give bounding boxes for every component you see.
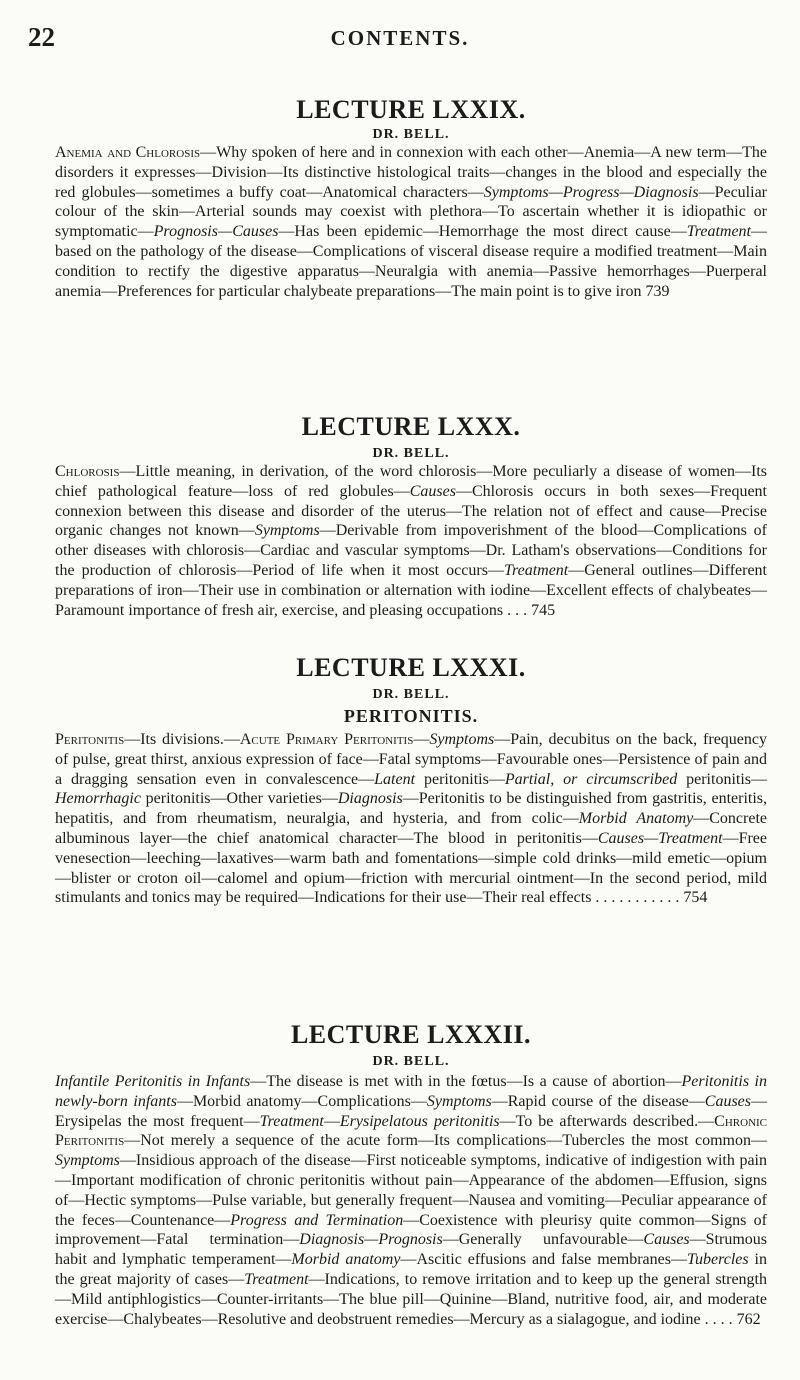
lecture-synopsis — [55, 730, 767, 908]
italic-run: Treatment — [686, 223, 751, 241]
text-run: —The disease is met with in the fœtus—Is a cause of abortion— — [250, 1073, 682, 1090]
lecturer-name: DR. BELL. — [372, 1054, 450, 1069]
italic-run: Symptoms — [426, 1092, 492, 1110]
lecture-title: LECTURE LXXXI. — [296, 653, 526, 682]
italic-run: Morbid Anatomy — [578, 810, 694, 828]
text-run: —Derivable from impoverishment of the blood—Complications of other diseases with chlorosis—Cardiac and vascular symptoms—Dr. Latham's observations—Conditions for the production of chlorosis—Period of life when it most occurs— — [55, 522, 768, 579]
italic-run: Morbid anatomy — [291, 1251, 401, 1269]
text-run: —Why spoken of here and in connexion with each other—Anemia—A new term—The disorders it expresses—Division—Its distinctive histological traits—changes in the blood and especially the red globules—sometimes a buffy coat—Anatomical characters— — [55, 144, 768, 201]
italic-run: Tubercles — [686, 1251, 749, 1269]
italic-run: Hemorrhagic — [55, 790, 141, 808]
topic-heading: Chlorosis — [55, 463, 120, 480]
text-run: —Rapid course of the disease— — [491, 1092, 705, 1110]
lecture-synopsis — [55, 143, 767, 301]
text-run: —based on the pathology of the disease—Complications of visceral disease require a modified treatment—Main condition to rectify the digestive apparatus—Neuralgia with anemia—Passive hemorrhages—Puerperal anemia—Preferences for particular chalybeate preparations—The main point is to give iron — [55, 223, 767, 300]
topic-heading: Acute Primary Peritonitis — [239, 731, 414, 748]
text-run: — — [323, 1112, 340, 1130]
italic-run: Peritonitis in newly-born infants — [55, 1073, 768, 1110]
text-run: peritonitis— — [677, 770, 768, 788]
italic-run: Causes—Treatment — [597, 829, 723, 847]
italic-run: Treatment — [244, 1270, 309, 1288]
italic-run: Infantile Peritonitis in Infants — [55, 1073, 251, 1090]
text-run: —Morbid anatomy—Complications— — [176, 1092, 427, 1110]
text-run: —Little meaning, in derivation, of the word chlorosis—More peculiarly a disease of women—Its chief pathological feature—loss of red globules— — [55, 463, 767, 500]
lecture-lxxxii — [55, 1020, 767, 1329]
text-run: —Indications, to remove irritation and to keep up the general strength—Mild antiphlogistics—Counter-irritants—The blue pill—Quinine—Bland, nutritive food, air, and moderate exercise—Chalybeates—Resolutive and deobstruent remedies—Mercury as a sialagogue, and iodine . . . . — [55, 1270, 768, 1328]
lecture-subtitle: PERITONITIS. — [343, 706, 479, 726]
lecturer-name: DR. BELL. — [372, 446, 450, 461]
italic-run: Causes — [409, 482, 456, 500]
italic-run: Symptoms—Progress—Diagnosis — [483, 183, 699, 201]
text-run: peritonitis—Other varieties— — [140, 790, 338, 808]
lecture-synopsis — [55, 462, 767, 620]
text-run: —Erysipelas the most frequent— — [55, 1092, 768, 1130]
italic-run: Treatment — [503, 561, 569, 579]
italic-run: Symptoms — [55, 1152, 120, 1170]
italic-run: Partial, or circumscribed — [504, 770, 678, 788]
italic-run: Symptoms — [254, 522, 320, 540]
text-run: —Chlorosis occurs in both sexes—Frequent connexion between this disease and disorder of the uterus—The relation not of effect and cause—Precise organic changes not known— — [55, 482, 767, 540]
text-run: —Has been epidemic—Hemorrhage the most direct cause— — [278, 223, 687, 241]
italic-run: Prognosis—Causes — [153, 223, 279, 241]
italic-run: Erysipelatous peritonitis — [339, 1112, 500, 1130]
page-reference: 739 — [645, 282, 670, 300]
lecture-lxxix — [55, 95, 767, 301]
text-run: —Its divisions.— — [124, 731, 240, 748]
italic-run: Latent — [374, 770, 416, 788]
text-run: —Coexistence with pleurisy quite common—Signs of improvement—Fatal termination— — [55, 1211, 767, 1249]
topic-heading: Chronic Peritonitis — [55, 1112, 768, 1150]
text-run: —Generally unfavourable— — [442, 1231, 644, 1249]
text-run: —Free venesection—leeching—laxatives—warm bath and fomentations—simple cold drinks—mild emetic—opium—blister or croton oil—calomel and opium—friction with mercurial ointment—In the second period, mild stimulants and tonics may be required—Indications for their use—Their real effects . . . . . . . . . . . — [55, 829, 767, 907]
topic-heading: Peritonitis — [55, 731, 125, 748]
italic-run: Treatment — [259, 1112, 324, 1130]
text-run: peritonitis— — [415, 770, 505, 788]
text-run: —To be afterwards described.— — [499, 1112, 715, 1130]
running-title: CONTENTS. — [330, 26, 470, 50]
italic-run: Symptoms — [429, 731, 495, 748]
text-run: —Not merely a sequence of the acute form—Its complications—Tubercles the most common— — [124, 1132, 767, 1150]
topic-heading: Anemia and Chlorosis — [55, 144, 201, 161]
text-run: —Peculiar colour of the skin—Arterial sounds may coexist with plethora—To ascertain whether it is idiopathic or symptomatic— — [55, 183, 767, 241]
page-reference: 754 — [683, 889, 708, 907]
italic-run: Causes — [704, 1092, 752, 1110]
italic-run: Causes — [643, 1231, 690, 1249]
page-reference: 745 — [531, 601, 556, 619]
lecture-synopsis — [55, 1072, 767, 1329]
page-number: 22 — [28, 22, 55, 52]
text-run: — — [413, 731, 430, 748]
text-run: in the great majority of cases— — [55, 1251, 767, 1288]
italic-run: Diagnosis — [337, 790, 403, 808]
italic-run: Progress and Termination — [230, 1211, 404, 1229]
lecture-title: LECTURE LXXXII. — [290, 1020, 532, 1049]
text-run: —Insidious approach of the disease—First noticeable symptoms, indicative of indigestion with pain—Important modification of chronic peritonitis without pain—Appearance of the abdomen—Effusion, signs of—Hectic symptoms—Pulse variable, but generally frequent—Nausea and vomiting—Peculiar appearance of the feces—Countenance— — [55, 1152, 767, 1229]
lecturer-name: DR. BELL. — [372, 127, 450, 142]
page-reference: 762 — [736, 1310, 761, 1328]
text-run: —Peritonitis to be distinguished from gastritis, enteritis, hepatitis, and from rheumatism, neuralgia, and hysteria, and from colic— — [55, 790, 767, 828]
text-run: —General outlines—Different preparations of iron—Their use in combination or alternation with iodine—Excellent effects of chalybeates—Paramount importance of fresh air, exercise, and pleasing occupations . . . — [55, 561, 767, 619]
lecture-lxxx — [55, 412, 767, 620]
lecture-title: LECTURE LXXIX. — [296, 95, 526, 124]
lecture-title: LECTURE LXXX. — [301, 412, 521, 441]
text-run: —Ascitic effusions and false membranes— — [400, 1251, 687, 1269]
text-run: —Strumous habit and lymphatic temperament— — [55, 1231, 767, 1269]
running-head — [0, 22, 800, 52]
italic-run: Diagnosis—Prognosis — [299, 1231, 443, 1249]
text-run: —Concrete albuminous layer—the chief anatomical character—The blood in peritonitis— — [55, 810, 767, 847]
lecturer-name: DR. BELL. — [372, 687, 450, 702]
text-run: —Pain, decubitus on the back, frequency of pulse, great thirst, anxious expression of face—Fatal symptoms—Favourable ones—Persistence of pain and a dragging sensation even in convalescence— — [55, 731, 767, 788]
lecture-lxxxi — [55, 653, 767, 908]
